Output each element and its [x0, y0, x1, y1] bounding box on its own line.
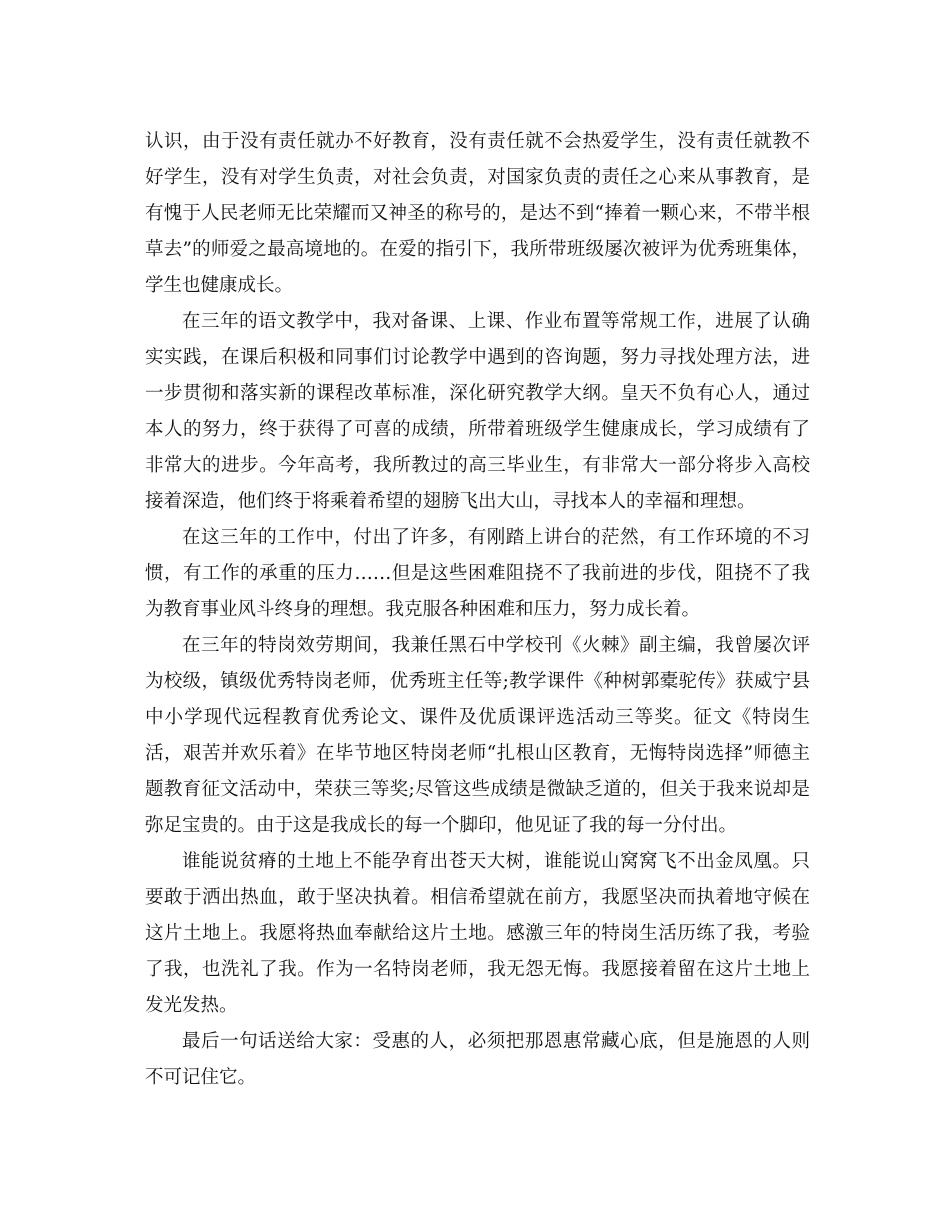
paragraph-5: 谁能说贫瘠的土地上不能孕育出苍天大树，谁能说山窝窝飞不出金凤凰。只要敢于洒出热血，敢于坚决执着。相信希望就在前方，我愿坚决而执着地守候在这片土地上。我愿将热血奉献给这片土地。感激三年的特岗生活历练了我，考验了我，也洗礼了我。作为一名特岗老师，我无怨无悔。我愿接着留在这片土地上发光发热。 — [145, 851, 810, 1016]
paragraph-3: 在这三年的工作中，付出了许多，有刚踏上讲台的茫然，有工作环境的不习惯，有工作的承重的压力……但是这些困难阻挠不了我前进的步伐，阻挠不了我为教育事业风斗终身的理想。我克服各种困难和压力，努力成长着。 — [145, 527, 810, 620]
paragraph-4: 在三年的特岗效劳期间，我兼任黑石中学校刊《火棘》副主编，我曾屡次评为校级，镇级优秀特岗老师，优秀班主任等;教学课件《种树郭橐驼传》获威宁县中小学现代远程教育优秀论文、课件及优质课评选活动三等奖。征文《特岗生活，艰苦并欢乐着》在毕节地区特岗老师“扎根山区教育，无悔特岗选择”师德主题教育征文活动中，荣获三等奖;尽管这些成绩是微缺乏道的，但关于我来说却是弥足宝贵的。由于这是我成长的每一个脚印，他见证了我的每一分付出。 — [145, 635, 810, 836]
paragraph-2: 在三年的语文教学中，我对备课、上课、作业布置等常规工作，进展了认确实实践，在课后积极和同事们讨论教学中遇到的咨询题，努力寻找处理方法，进一步贯彻和落实新的课程改革标准，深化研究教学大纲。皇天不负有心人，通过本人的努力，终于获得了可喜的成绩，所带着班级学生健康成长，学习成绩有了非常大的进步。今年高考，我所教过的高三毕业生，有非常大一部分将步入高校接着深造，他们终于将乘着希望的翅膀飞出大山，寻找本人的幸福和理想。 — [145, 311, 810, 512]
document-body — [145, 124, 810, 1096]
paragraph-1: 认识，由于没有责任就办不好教育，没有责任就不会热爱学生，没有责任就教不好学生，没有对学生负责，对社会负责，对国家负责的责任之心来从事教育，是有愧于人民老师无比荣耀而又神圣的称号的，是达不到“捧着一颗心来，不带半根草去”的师爱之最高境地的。在爱的指引下，我所带班级屡次被评为优秀班集体，学生也健康成长。 — [145, 131, 810, 296]
paragraph-6: 最后一句话送给大家：受惠的人，必须把那恩惠常藏心底，但是施恩的人则不可记住它。 — [145, 1031, 810, 1088]
